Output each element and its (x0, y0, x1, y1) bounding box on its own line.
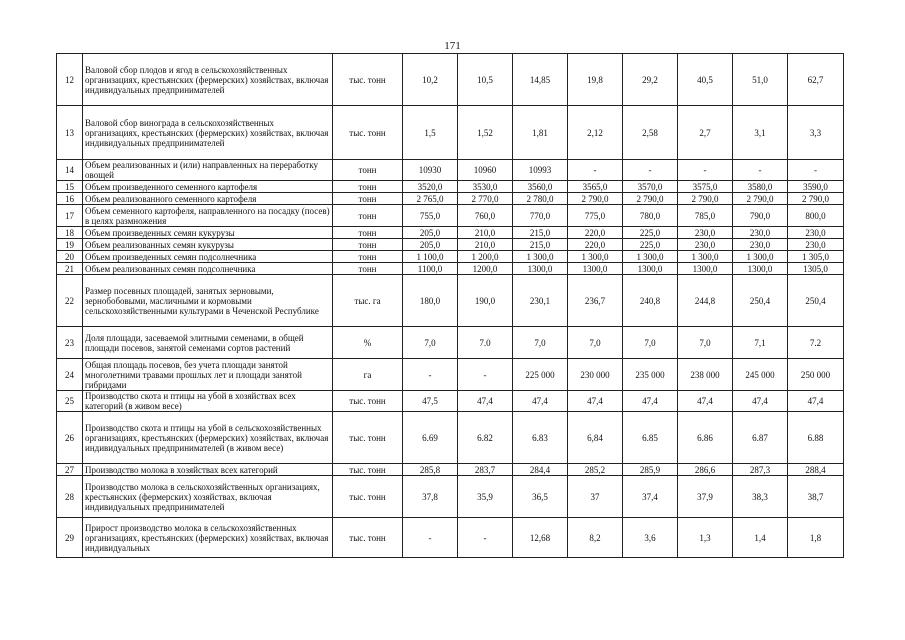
value-cell: 40,5 (678, 54, 733, 106)
value-cell: 10960 (458, 160, 513, 181)
row-number: 21 (57, 263, 83, 275)
value-cell: 2,58 (623, 106, 678, 160)
value-cell: 6.86 (678, 412, 733, 464)
value-cell: 210,0 (458, 239, 513, 251)
unit-cell: тонн (333, 251, 403, 263)
indicator-name: Прирост производство молока в сельскохозяйственных организациях, крестьянских (фермерских) хозяйствах, включая индивидуальных (83, 518, 333, 558)
indicator-name: Объем произведенных семян подсолнечника (83, 251, 333, 263)
value-cell: 220,0 (568, 227, 623, 239)
table-row (57, 391, 844, 412)
value-cell: 3565,0 (568, 181, 623, 193)
value-cell: 3560,0 (513, 181, 568, 193)
indicators-table (56, 53, 844, 558)
value-cell: 47,5 (403, 391, 458, 412)
value-cell: 180,0 (403, 275, 458, 327)
value-cell: 760,0 (458, 205, 513, 227)
table-row (57, 251, 844, 263)
value-cell: 755,0 (403, 205, 458, 227)
value-cell: - (788, 160, 844, 181)
value-cell: 205,0 (403, 227, 458, 239)
value-cell: 6.87 (733, 412, 788, 464)
table-row (57, 518, 844, 558)
value-cell: 10,5 (458, 54, 513, 106)
value-cell: 3,1 (733, 106, 788, 160)
unit-cell: тыс. га (333, 275, 403, 327)
table-row (57, 464, 844, 476)
value-cell: 38,7 (788, 476, 844, 518)
value-cell: - (623, 160, 678, 181)
value-cell: 1,3 (678, 518, 733, 558)
value-cell: 230,0 (733, 227, 788, 239)
value-cell: 780,0 (623, 205, 678, 227)
value-cell: 7,0 (623, 327, 678, 359)
value-cell: 1200,0 (458, 263, 513, 275)
value-cell: 37,4 (623, 476, 678, 518)
indicator-name: Доля площади, засеваемой элитными семенами, в общей площади посевов, занятой семенами сортов растений (83, 327, 333, 359)
value-cell: 790,0 (733, 205, 788, 227)
value-cell: 3570,0 (623, 181, 678, 193)
row-number: 24 (57, 359, 83, 391)
value-cell: 215,0 (513, 239, 568, 251)
value-cell: 1,5 (403, 106, 458, 160)
value-cell: 287,3 (733, 464, 788, 476)
value-cell: 47,4 (788, 391, 844, 412)
value-cell: 2 780,0 (513, 193, 568, 205)
value-cell: 37 (568, 476, 623, 518)
table-row (57, 193, 844, 205)
row-number: 23 (57, 327, 83, 359)
value-cell: 1,4 (733, 518, 788, 558)
value-cell: 2 790,0 (678, 193, 733, 205)
value-cell: 2 770,0 (458, 193, 513, 205)
value-cell: 244,8 (678, 275, 733, 327)
row-number: 28 (57, 476, 83, 518)
value-cell: 230,1 (513, 275, 568, 327)
value-cell: 1,52 (458, 106, 513, 160)
row-number: 15 (57, 181, 83, 193)
table-row (57, 181, 844, 193)
value-cell: 285,8 (403, 464, 458, 476)
value-cell: 245 000 (733, 359, 788, 391)
value-cell: 1300,0 (568, 263, 623, 275)
value-cell: 47,4 (458, 391, 513, 412)
value-cell: 6.83 (513, 412, 568, 464)
row-number: 16 (57, 193, 83, 205)
value-cell: - (678, 160, 733, 181)
unit-cell: тыс. тонн (333, 391, 403, 412)
value-cell: 230,0 (788, 239, 844, 251)
indicator-name: Производство скота и птицы на убой в сельскохозяйственных организациях, крестьянских (фермерских) хозяйствах, включая индивидуальных предпринимателей (в живом весе) (83, 412, 333, 464)
unit-cell: тыс. тонн (333, 476, 403, 518)
value-cell: 1300,0 (733, 263, 788, 275)
value-cell: 285,2 (568, 464, 623, 476)
value-cell: 1 305,0 (788, 251, 844, 263)
value-cell: 1300,0 (678, 263, 733, 275)
unit-cell: га (333, 359, 403, 391)
value-cell: 6.69 (403, 412, 458, 464)
unit-cell: тонн (333, 205, 403, 227)
value-cell: 2 790,0 (623, 193, 678, 205)
value-cell: 7.2 (788, 327, 844, 359)
value-cell: 3,3 (788, 106, 844, 160)
value-cell: 284,4 (513, 464, 568, 476)
value-cell: 230,0 (678, 227, 733, 239)
value-cell: 1,8 (788, 518, 844, 558)
row-number: 27 (57, 464, 83, 476)
value-cell: 2,7 (678, 106, 733, 160)
value-cell: 1 300,0 (568, 251, 623, 263)
value-cell: 215,0 (513, 227, 568, 239)
indicator-name: Объем реализованных и (или) направленных на переработку овощей (83, 160, 333, 181)
unit-cell: тонн (333, 160, 403, 181)
page-number: 171 (444, 40, 461, 52)
row-number: 20 (57, 251, 83, 263)
value-cell: 7,1 (733, 327, 788, 359)
row-number: 25 (57, 391, 83, 412)
unit-cell: тыс. тонн (333, 54, 403, 106)
value-cell: 47,4 (733, 391, 788, 412)
indicator-name: Общая площадь посевов, без учета площади занятой многолетними травами прошлых лет и площади занятой гибридами (83, 359, 333, 391)
unit-cell: тыс. тонн (333, 106, 403, 160)
value-cell: 288,4 (788, 464, 844, 476)
value-cell: 1 300,0 (678, 251, 733, 263)
unit-cell: тыс. тонн (333, 518, 403, 558)
value-cell: 6,84 (568, 412, 623, 464)
unit-cell: тонн (333, 227, 403, 239)
value-cell: 3580,0 (733, 181, 788, 193)
table-row (57, 327, 844, 359)
value-cell: 6.85 (623, 412, 678, 464)
unit-cell: тыс. тонн (333, 464, 403, 476)
value-cell: 1 300,0 (733, 251, 788, 263)
value-cell: 230,0 (733, 239, 788, 251)
value-cell: 2 790,0 (568, 193, 623, 205)
value-cell: 800,0 (788, 205, 844, 227)
indicator-name: Объем реализованных семян подсолнечника (83, 263, 333, 275)
value-cell: 2,12 (568, 106, 623, 160)
value-cell: 47,4 (568, 391, 623, 412)
table-row (57, 227, 844, 239)
value-cell: 1 300,0 (513, 251, 568, 263)
row-number: 14 (57, 160, 83, 181)
value-cell: 1 100,0 (403, 251, 458, 263)
value-cell: 10993 (513, 160, 568, 181)
indicator-name: Объем семенного картофеля, направленного на посадку (посев) в целях размножения (83, 205, 333, 227)
value-cell: 10930 (403, 160, 458, 181)
value-cell: 12,68 (513, 518, 568, 558)
value-cell: 286,6 (678, 464, 733, 476)
value-cell: 7,0 (568, 327, 623, 359)
value-cell: 3,6 (623, 518, 678, 558)
value-cell: 1,81 (513, 106, 568, 160)
value-cell: 29,2 (623, 54, 678, 106)
table-row (57, 160, 844, 181)
row-number: 29 (57, 518, 83, 558)
value-cell: 1 300,0 (623, 251, 678, 263)
value-cell: 236,7 (568, 275, 623, 327)
value-cell: - (403, 518, 458, 558)
indicator-name: Валовой сбор плодов и ягод в сельскохозяйственных организациях, крестьянских (фермерских) хозяйствах, включая индивидуальных предпринимателей (83, 54, 333, 106)
value-cell: 38,3 (733, 476, 788, 518)
value-cell: 6.82 (458, 412, 513, 464)
value-cell: 775,0 (568, 205, 623, 227)
value-cell: 235 000 (623, 359, 678, 391)
value-cell: 7,0 (513, 327, 568, 359)
table-row (57, 106, 844, 160)
row-number: 19 (57, 239, 83, 251)
value-cell: 250,4 (788, 275, 844, 327)
value-cell: - (403, 359, 458, 391)
table-row (57, 476, 844, 518)
row-number: 18 (57, 227, 83, 239)
value-cell: 770,0 (513, 205, 568, 227)
value-cell: 3520,0 (403, 181, 458, 193)
value-cell: 47,4 (623, 391, 678, 412)
value-cell: 47,4 (678, 391, 733, 412)
value-cell: 37,9 (678, 476, 733, 518)
value-cell: 785,0 (678, 205, 733, 227)
row-number: 12 (57, 54, 83, 106)
unit-cell: % (333, 327, 403, 359)
value-cell: 3530,0 (458, 181, 513, 193)
value-cell: 35,9 (458, 476, 513, 518)
value-cell: 238 000 (678, 359, 733, 391)
indicator-name: Размер посевных площадей, занятых зерновыми, зернобобовыми, масличными и кормовыми сельскохозяйственными культурами в Чеченской Республике (83, 275, 333, 327)
value-cell: 1 200,0 (458, 251, 513, 263)
value-cell: 3590,0 (788, 181, 844, 193)
value-cell: 225,0 (623, 227, 678, 239)
value-cell: 7,0 (403, 327, 458, 359)
value-cell: 220,0 (568, 239, 623, 251)
value-cell: 1305,0 (788, 263, 844, 275)
value-cell: 47,4 (513, 391, 568, 412)
table-row (57, 54, 844, 106)
value-cell: 1300,0 (513, 263, 568, 275)
value-cell: 283,7 (458, 464, 513, 476)
row-number: 13 (57, 106, 83, 160)
value-cell: 250 000 (788, 359, 844, 391)
row-number: 17 (57, 205, 83, 227)
indicator-name: Объем произведенного семенного картофеля (83, 181, 333, 193)
value-cell: 2 790,0 (733, 193, 788, 205)
value-cell: 250,4 (733, 275, 788, 327)
value-cell: 190,0 (458, 275, 513, 327)
value-cell: 225,0 (623, 239, 678, 251)
value-cell: 2 790,0 (788, 193, 844, 205)
table-row (57, 359, 844, 391)
value-cell: 230,0 (788, 227, 844, 239)
value-cell: 51,0 (733, 54, 788, 106)
unit-cell: тонн (333, 181, 403, 193)
unit-cell: тонн (333, 193, 403, 205)
indicator-name: Производство скота и птицы на убой в хозяйствах всех категорий (в живом весе) (83, 391, 333, 412)
value-cell: 3575,0 (678, 181, 733, 193)
indicator-name: Валовой сбор винограда в сельскохозяйственных организациях, крестьянских (фермерских) хозяйствах, включая индивидуальных предпринимателей (83, 106, 333, 160)
indicator-name: Производство молока в сельскохозяйственных организациях, крестьянских (фермерских) хозяйствах, включая индивидуальных предпринимателей (83, 476, 333, 518)
value-cell: 285,9 (623, 464, 678, 476)
value-cell: 36,5 (513, 476, 568, 518)
value-cell: 230,0 (678, 239, 733, 251)
indicator-name: Объем произведенных семян кукурузы (83, 227, 333, 239)
value-cell: 225 000 (513, 359, 568, 391)
unit-cell: тонн (333, 239, 403, 251)
table-row (57, 275, 844, 327)
value-cell: - (458, 518, 513, 558)
value-cell: 1300,0 (623, 263, 678, 275)
table-row (57, 239, 844, 251)
value-cell: 1100,0 (403, 263, 458, 275)
value-cell: - (568, 160, 623, 181)
value-cell: 210,0 (458, 227, 513, 239)
value-cell: 7,0 (678, 327, 733, 359)
value-cell: 8,2 (568, 518, 623, 558)
value-cell: 14,85 (513, 54, 568, 106)
value-cell: 6.88 (788, 412, 844, 464)
unit-cell: тыс. тонн (333, 412, 403, 464)
indicator-name: Производство молока в хозяйствах всех категорий (83, 464, 333, 476)
value-cell: 19,8 (568, 54, 623, 106)
value-cell: 230 000 (568, 359, 623, 391)
value-cell: 2 765,0 (403, 193, 458, 205)
value-cell: - (458, 359, 513, 391)
value-cell: 62,7 (788, 54, 844, 106)
value-cell: - (733, 160, 788, 181)
value-cell: 240,8 (623, 275, 678, 327)
row-number: 26 (57, 412, 83, 464)
table-row (57, 205, 844, 227)
value-cell: 7.0 (458, 327, 513, 359)
indicator-name: Объем реализованного семенного картофеля (83, 193, 333, 205)
table-row (57, 412, 844, 464)
table-row (57, 263, 844, 275)
unit-cell: тонн (333, 263, 403, 275)
row-number: 22 (57, 275, 83, 327)
value-cell: 205,0 (403, 239, 458, 251)
value-cell: 10,2 (403, 54, 458, 106)
indicator-name: Объем реализованных семян кукурузы (83, 239, 333, 251)
value-cell: 37,8 (403, 476, 458, 518)
